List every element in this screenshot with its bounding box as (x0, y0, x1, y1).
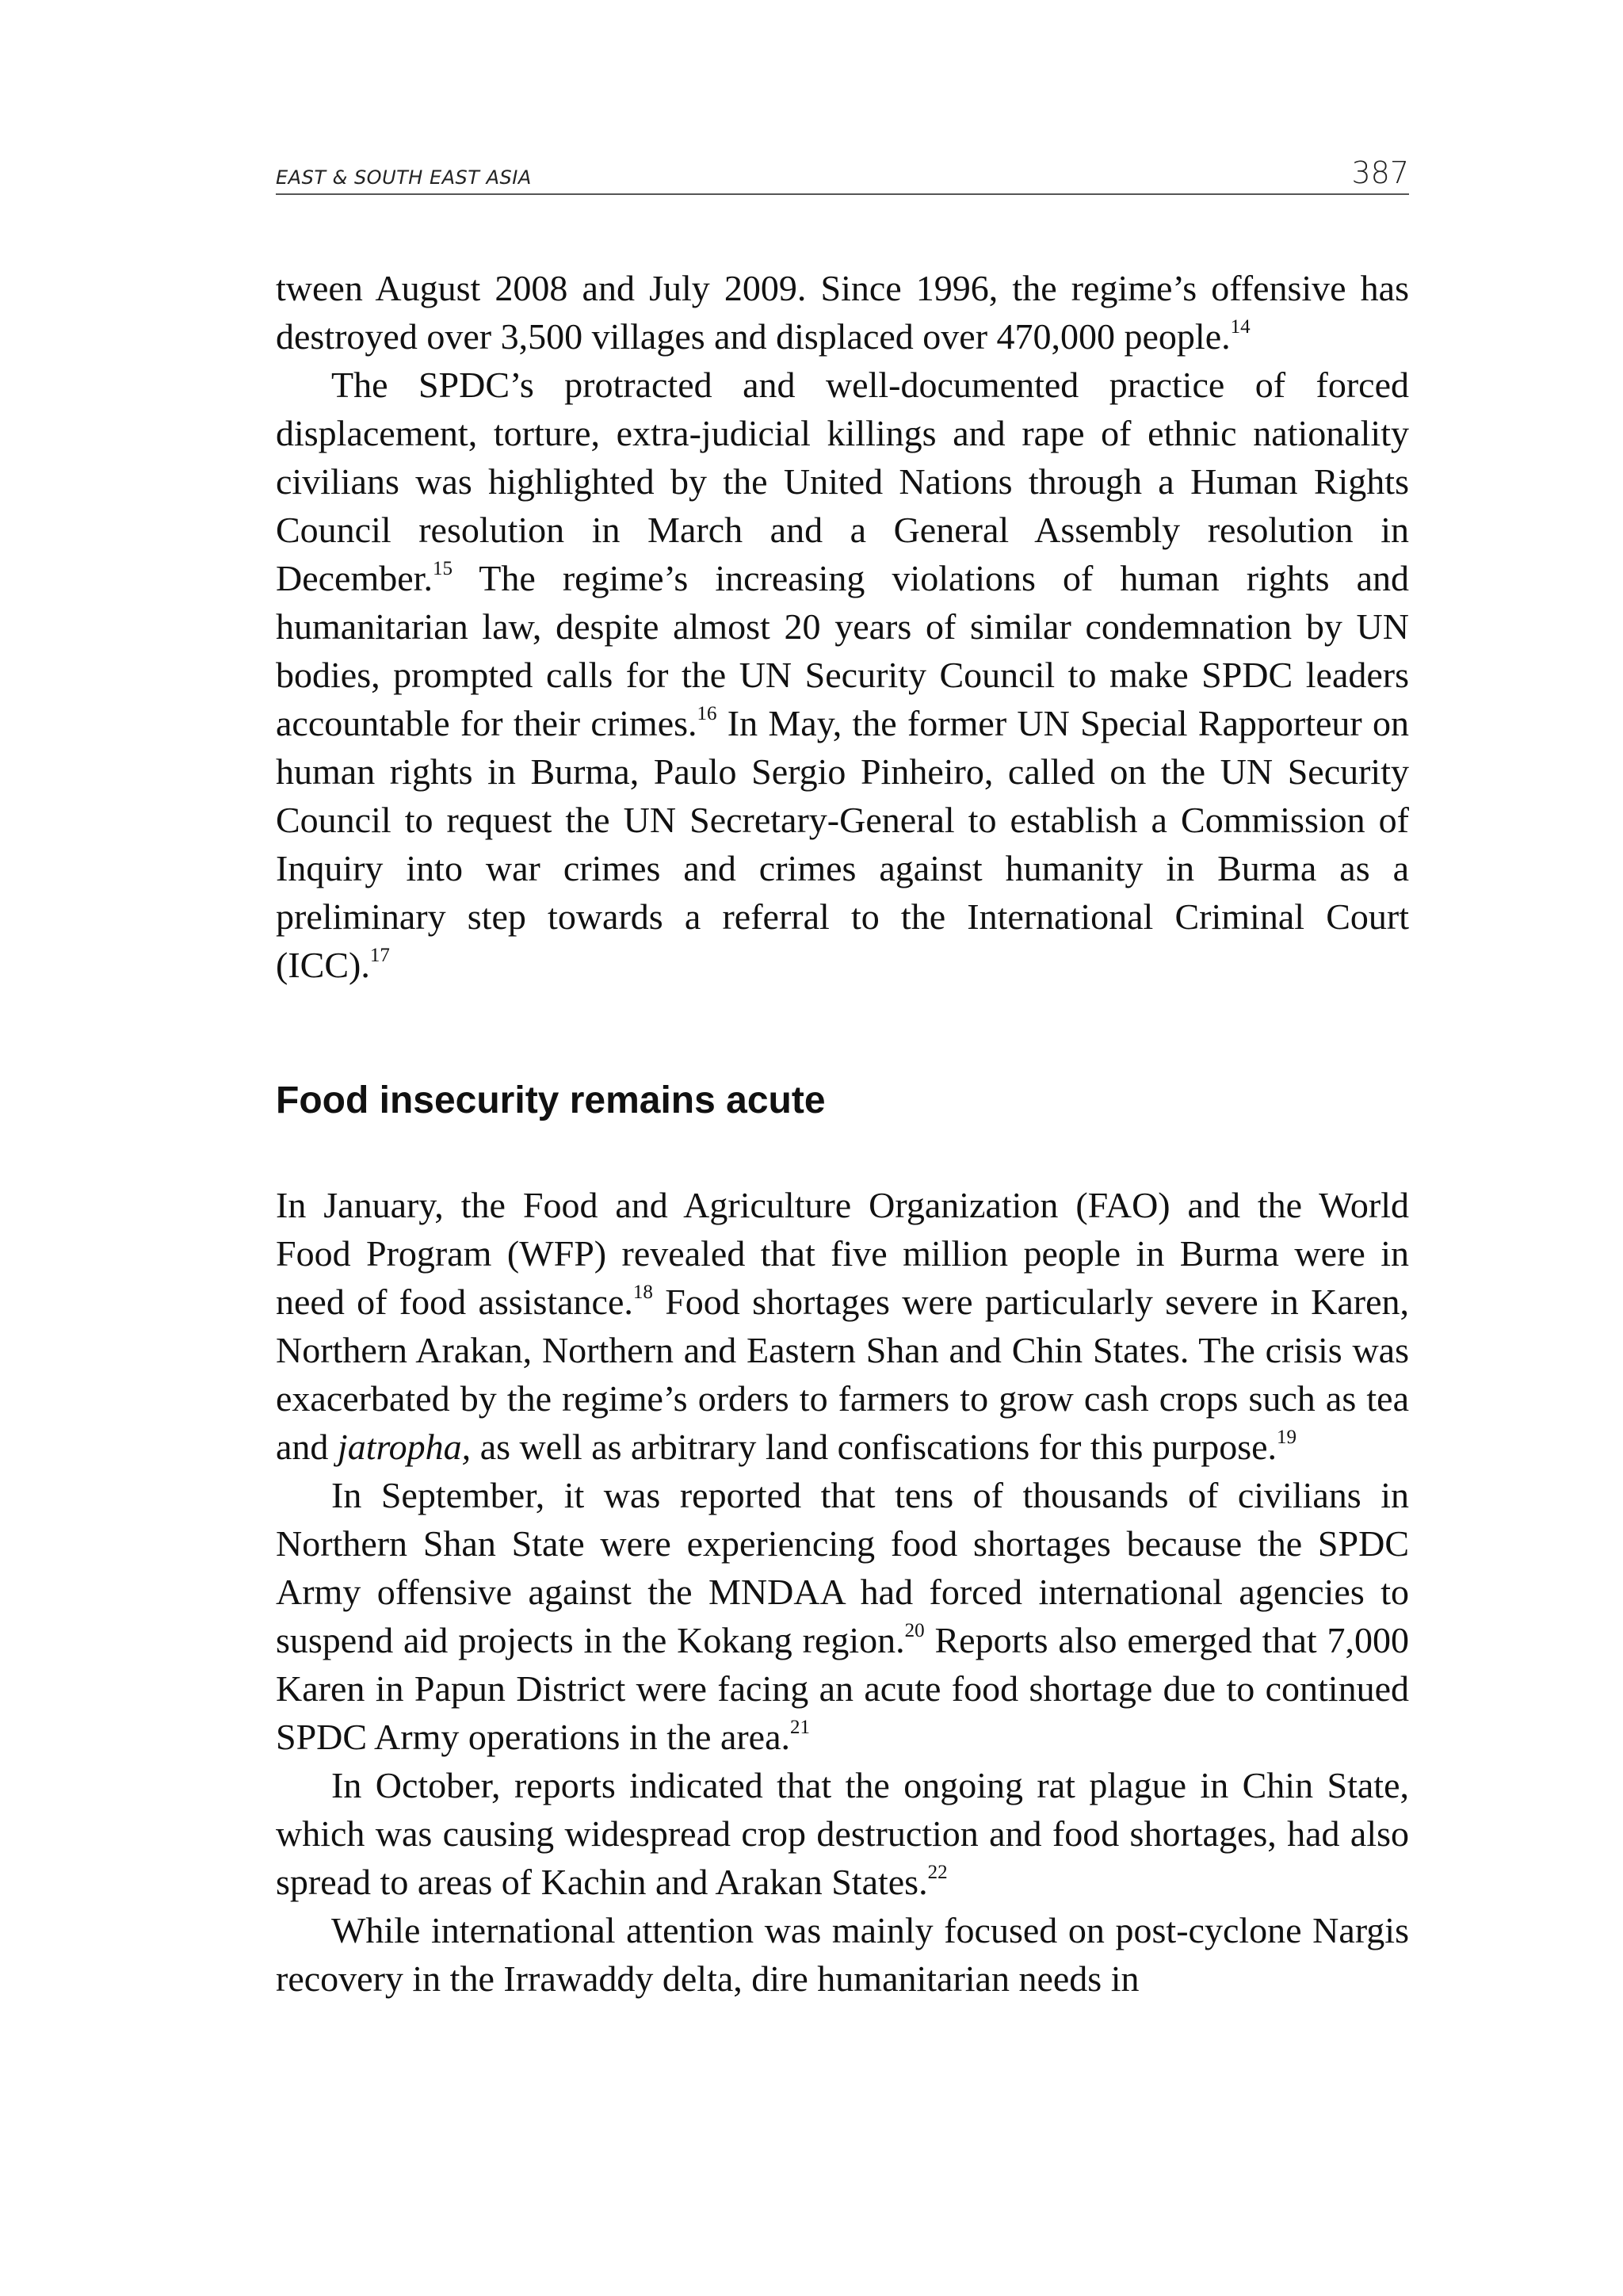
page-number: 387 (1351, 155, 1409, 190)
paragraph: In January, the Food and Agriculture Organization (FAO) and the World Food Program (WFP) revealed that five million people in Burma were in need of food assistance.$^{18}$ Food shortages were particularly severe in Karen, Northern Arakan, Northern and Eastern Shan and Chin States. The crisis was exacerbated by the regime’s orders to farmers to grow cash crops such as tea and jatropha, as well as arbitrary land confiscations for this purpose.$^{19}$ (276, 1185, 1409, 1467)
footnote-ref: 22 (927, 1862, 948, 1883)
paragraph: In September, it was reported that tens of thousands of civilians in Northern Shan State were experiencing food shortages because the SPDC Army offensive against the MNDAA had forced international agencies to suspend aid projects in the Kokang region.$^{20}$ Reports also emerged that 7,000 Karen in Papun District were facing an acute food shortage due to continued SPDC Army operations in the area.$^{21}$ (276, 1475, 1409, 1757)
footnote-ref: 20 (904, 1620, 925, 1641)
section-heading: Food insecurity remains acute (276, 1079, 826, 1121)
footnote-ref: 16 (697, 703, 717, 724)
paragraph: While international attention was mainly focused on post-cyclone Nargis recovery in the Irrawaddy delta, dire humanitarian needs in (276, 1910, 1409, 1999)
footnote-ref: 14 (1230, 316, 1251, 338)
body-text-block-2 (276, 1181, 1409, 2003)
running-title: EAST & SOUTH EAST ASIA (276, 166, 532, 189)
footnote-ref: 18 (632, 1282, 653, 1303)
italic-term: jatropha, (337, 1427, 472, 1467)
footnote-ref: 21 (790, 1717, 811, 1738)
footnote-ref: 19 (1277, 1427, 1297, 1448)
footnote-ref: 17 (369, 945, 390, 966)
running-header (276, 152, 1409, 195)
footnote-ref: 15 (432, 558, 453, 579)
paragraph: In October, reports indicated that the ongoing rat plague in Chin State, which was causing widespread crop destruction and food shortages, had also spread to areas of Kachin and Arakan States.$^{22}$ (276, 1765, 1409, 1902)
body-text-block-1 (276, 264, 1409, 989)
paragraph: The SPDC’s protracted and well-documented practice of forced displacement, torture, extra-judicial killings and rape of ethnic nationality civilians was highlighted by the United Nations through a Human Rights Council resolution in March and a General Assembly resolution in December.$^{15}$ The regime’s increasing violations of human rights and humanitarian law, despite almost 20 years of similar condemnation by UN bodies, prompted calls for the UN Security Council to make SPDC leaders accountable for their crimes.$^{16}$ In May, the former UN Special Rapporteur on human rights in Burma, Paulo Sergio Pinheiro, called on the UN Security Council to request the UN Secretary-General to establish a Commission of Inquiry into war crimes and crimes against humanity in Burma as a preliminary step towards a referral to the International Criminal Court (ICC).$^{17}$ (276, 365, 1410, 985)
paragraph: tween August 2008 and July 2009. Since 1996, the regime’s offensive has destroyed over 3,500 villages and displaced over 470,000 people.$^{14}$ (276, 268, 1409, 357)
